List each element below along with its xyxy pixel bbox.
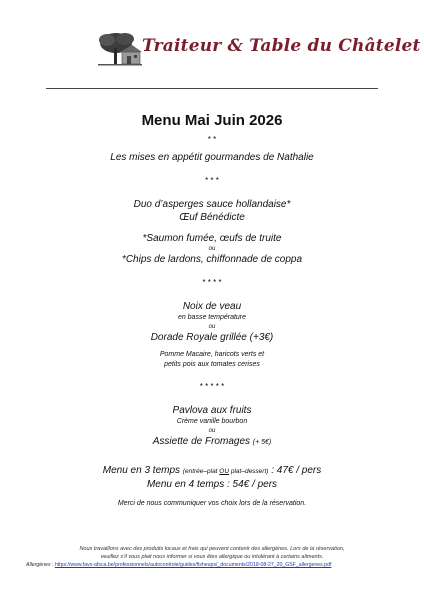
main-1-title: Noix de veau — [182, 301, 242, 312]
price-3-detail-b: plat–dessert) — [229, 468, 269, 475]
main-2: Dorade Royale grillée (+3€) — [150, 332, 274, 343]
allergen-notice-line-1: Nous travaillons avec des produits locaux et frais qui peuvent contenir des allergènes. Lors de la réservation, — [79, 546, 345, 552]
price-3-detail — [183, 468, 269, 475]
allergen-label: Allergènes : — [26, 562, 55, 568]
price-3-label: Menu en 3 temps — [102, 465, 181, 476]
separator-stars: * * — [207, 135, 217, 144]
prices — [0, 464, 424, 491]
or-text: ou — [208, 246, 216, 252]
logo — [96, 30, 421, 70]
separator-stars: * * * * — [202, 278, 222, 287]
allergen-link[interactable]: https://www.favv-afsca.be/professionnels/autocontrole/guides/fisheups/_documents/2018-08-27_20_GSF_allergenes.pdf — [54, 562, 332, 568]
dessert-2-label: Assiette de Fromages — [152, 436, 250, 447]
brand-name: Traiteur & Table du Châtelet — [142, 36, 421, 56]
side-dish-line-1: Pomme Macaire, haricots verts et — [159, 351, 265, 358]
side-dish-line-2: petits pois aux tomates cerises — [164, 361, 260, 368]
allergen-link-row — [26, 561, 398, 569]
or-text: ou — [208, 324, 216, 330]
or-text: ou — [208, 428, 216, 434]
main-1-subtitle: en basse température — [177, 314, 247, 321]
amuse-bouche: Les mises en appétit gourmandes de Nathalie — [110, 152, 314, 163]
separator-stars: * * * — [205, 176, 219, 185]
header-divider — [46, 88, 378, 89]
reservation-note: Merci de nous communiquer vos choix lors de la réservation. — [117, 500, 307, 507]
dessert-2-extra: (+ 5€) — [252, 439, 272, 446]
price-4-courses: Menu en 4 temps : 54€ / pers — [146, 479, 278, 490]
starter-3: *Chips de lardons, chiffonnade de coppa — [121, 254, 303, 265]
starter-1-line-2: Œuf Bénédicte — [179, 212, 245, 223]
dessert-1-subtitle: Crème vanille bourbon — [176, 418, 248, 425]
price-3-detail-ou: OU — [219, 468, 230, 475]
price-3-detail-a: (entrée–plat — [182, 468, 220, 475]
dessert-1: Pavlova aux fruits — [172, 405, 252, 416]
dessert-2 — [0, 435, 424, 448]
menu-content — [0, 112, 424, 509]
separator-stars: * * * * * — [199, 382, 225, 391]
starter-2: *Saumon fumée, œufs de truite — [142, 233, 282, 244]
price-3-amount: : 47€ / pers — [268, 465, 322, 476]
starter-1-line-1: Duo d’asperges sauce hollandaise* — [133, 199, 291, 210]
menu-title: Menu Mai Juin 2026 — [141, 112, 283, 129]
price-3-courses — [0, 464, 424, 478]
allergen-notice-line-2: veuillez s’il vous plait nous informer si vous êtes allergique ou intolérant à certains aliments. — [100, 554, 324, 560]
allergen-notice — [26, 545, 398, 561]
tree-house-illustration — [96, 30, 144, 70]
